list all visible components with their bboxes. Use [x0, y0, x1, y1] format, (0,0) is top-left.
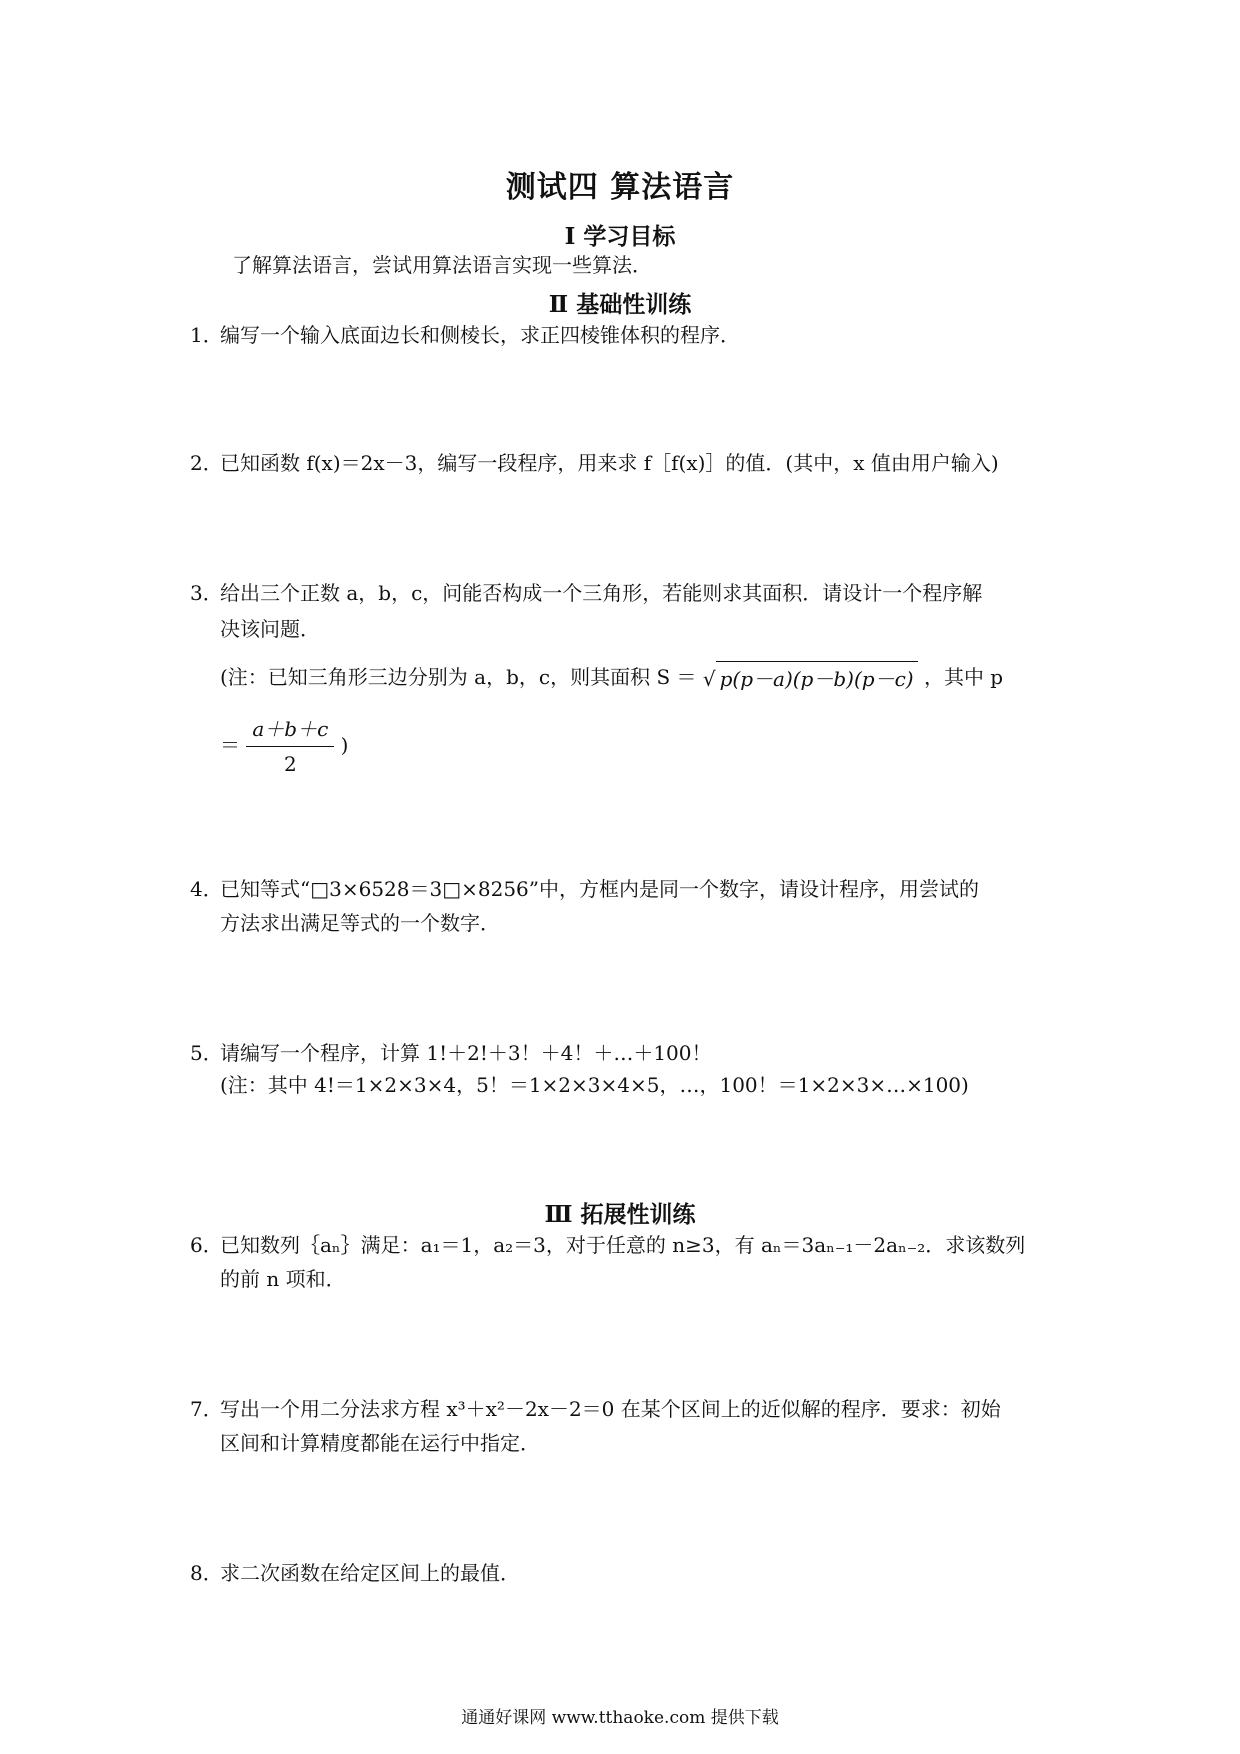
question-5-line-1: [190, 1036, 712, 1070]
question-text: 已知函数 f(x)＝2x－3，编写一段程序，用来求 f［f(x)］的值．(其中，x 值由用户输入): [220, 451, 999, 475]
question-number: 3．: [190, 581, 223, 605]
question-number: 8．: [190, 1561, 223, 1585]
equals-sign: ＝: [220, 733, 240, 757]
sqrt-content: p(p－a)(p－b)(p－c): [716, 661, 918, 696]
note-suffix: ，其中 p: [923, 665, 1004, 689]
fraction: [246, 712, 334, 781]
question-number: 7．: [190, 1397, 223, 1421]
question-text: 已知等式“□3×6528＝3□×8256”中，方框内是同一个数字，请设计程序，用尝试的: [220, 877, 980, 901]
question-text: 给出三个正数 a，b，c，问能否构成一个三角形，若能则求其面积．请设计一个程序解: [220, 581, 983, 605]
question-number: 5．: [190, 1041, 223, 1065]
question-7-line-2: 区间和计算精度都能在运行中指定．: [220, 1431, 540, 1455]
question-7-line-1: [190, 1392, 1001, 1426]
fraction-denominator: 2: [283, 752, 297, 776]
learning-goal-text: 了解算法语言，尝试用算法语言实现一些算法．: [232, 253, 652, 277]
question-4-line-1: [190, 872, 979, 906]
sqrt-expression: [703, 661, 918, 696]
section-heading-learning-goals: Ⅰ 学习目标: [564, 223, 676, 250]
question-3-line-1: [190, 576, 982, 610]
question-number: 6．: [190, 1233, 223, 1257]
note-prefix: (注：已知三角形三边分别为 a，b，c，则其面积 S ＝: [220, 665, 697, 689]
question-8: [190, 1556, 520, 1590]
question-number: 1．: [190, 323, 223, 347]
question-text: 写出一个用二分法求方程 x³＋x²－2x－2＝0 在某个区间上的近似解的程序．要求：初始: [220, 1397, 1001, 1421]
question-number: 4．: [190, 877, 223, 901]
question-3-note: [220, 660, 1003, 696]
question-2: [190, 446, 999, 480]
question-5-line-2: (注：其中 4!＝1×2×3×4，5！＝1×2×3×4×5，…，100！＝1×2×3×…×100): [220, 1073, 969, 1097]
question-1: [190, 318, 740, 352]
question-3-p-formula: [220, 712, 348, 781]
question-4-line-2: 方法求出满足等式的一个数字．: [220, 911, 500, 935]
section-heading-extended-training: Ⅲ 拓展性训练: [544, 1201, 696, 1228]
section-heading-basic-training: Ⅱ 基础性训练: [548, 291, 692, 318]
question-number: 2．: [190, 451, 223, 475]
footer-credit: 通通好课网 www.tthaoke.com 提供下载: [461, 1708, 779, 1728]
fraction-numerator: a＋b＋c: [246, 712, 334, 747]
question-6-line-1: [190, 1228, 1025, 1262]
question-6-line-2: 的前 n 项和．: [220, 1267, 346, 1291]
question-text: 请编写一个程序，计算 1!＋2!＋3！＋4！＋…＋100！: [220, 1041, 712, 1065]
page-title: 测试四 算法语言: [505, 170, 735, 205]
question-text: 已知数列｛aₙ｝满足：a₁＝1，a₂＝3，对于任意的 n≥3，有 aₙ＝3aₙ₋₁－2aₙ₋₂．求该数列: [220, 1233, 1026, 1257]
sqrt-icon: √: [702, 667, 716, 691]
close-paren: ): [340, 733, 349, 757]
question-text: 求二次函数在给定区间上的最值．: [220, 1561, 520, 1585]
question-3-line-2: 决该问题．: [220, 617, 320, 641]
question-text: 编写一个输入底面边长和侧棱长，求正四棱锥体积的程序．: [220, 323, 740, 347]
